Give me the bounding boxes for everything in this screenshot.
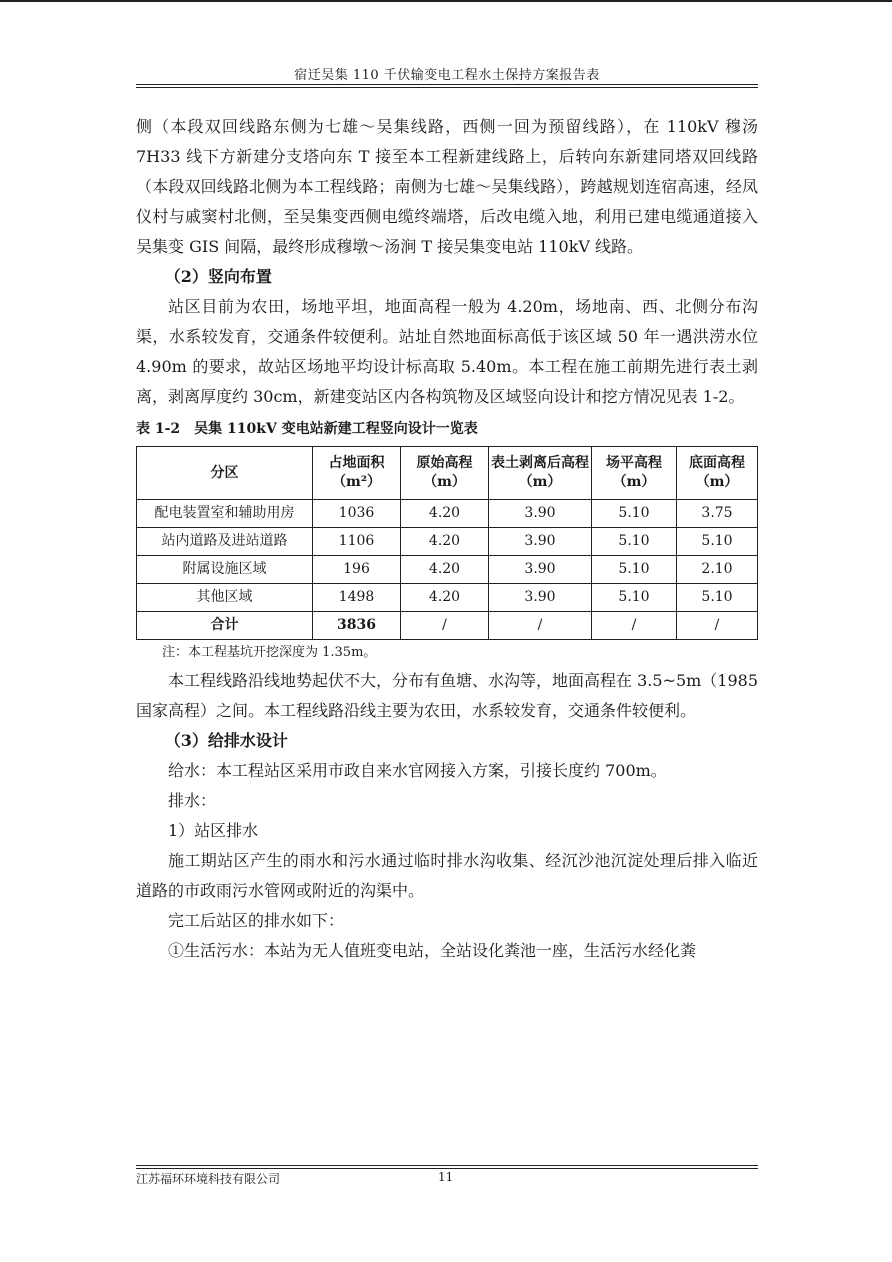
document-body bbox=[136, 112, 758, 966]
column-header: 原始高程（m） bbox=[401, 447, 489, 500]
paragraph-site-drainage: 1）站区排水 bbox=[168, 821, 259, 840]
table-cell: / bbox=[592, 612, 677, 640]
section-heading-water: （3）给排水设计 bbox=[164, 731, 288, 750]
paragraph-construction-drainage: 施工期站区产生的雨水和污水通过临时排水沟收集、经沉沙池沉淀处理后排入临近道路的市政雨污水管网或附近的沟渠中。 bbox=[136, 851, 758, 900]
table-cell: / bbox=[489, 612, 592, 640]
paragraph-domestic-sewage: ①生活污水：本站为无人值班变电站，全站设化粪池一座，生活污水经化粪 bbox=[168, 941, 697, 960]
paragraph-site: 站区目前为农田，场地平坦，地面高程一般为 4.20m，场地南、西、北侧分布沟渠，水系较发育，交通条件较便利。站址自然地面标高低于该区域 50 年一遇洪涝水位 4.90m 的要求，故站区场地平均设计标高取 5.40m。本工程在施工前期先进行表土剥离，剥离厚度约 30cm，新建变站区内各构筑物及区域竖向设计和挖方情况见表 1-2。 bbox=[136, 297, 758, 406]
column-header: 表土剥离后高程（m） bbox=[489, 447, 592, 500]
column-header: 分区 bbox=[137, 447, 313, 500]
table-cell: 3.90 bbox=[489, 556, 592, 584]
table-cell: 4.20 bbox=[401, 500, 489, 528]
column-header: 场平高程（m） bbox=[592, 447, 677, 500]
table-cell: 5.10 bbox=[592, 584, 677, 612]
page-header: 宿迁吴集 110 千伏输变电工程水土保持方案报告表 bbox=[294, 68, 600, 83]
table-cell: 5.10 bbox=[592, 556, 677, 584]
footer-company: 江苏福环环境科技有限公司 bbox=[136, 1172, 281, 1186]
section-heading-vertical-layout: （2）竖向布置 bbox=[164, 267, 272, 286]
column-header: 底面高程（m） bbox=[677, 447, 758, 500]
table-caption: 表 1-2 吴集 110kV 变电站新建工程竖向设计一览表 bbox=[136, 421, 478, 437]
table-cell: 3836 bbox=[313, 612, 401, 640]
table-cell: 5.10 bbox=[677, 584, 758, 612]
table-cell: 3.75 bbox=[677, 500, 758, 528]
paragraph-drainage-label: 排水： bbox=[168, 791, 217, 810]
table-cell: 合计 bbox=[137, 612, 313, 640]
table-cell: 5.10 bbox=[677, 528, 758, 556]
footer-rule bbox=[136, 1165, 758, 1169]
table-cell: 5.10 bbox=[592, 500, 677, 528]
table-cell: / bbox=[401, 612, 489, 640]
paragraph-post-construction: 完工后站区的排水如下： bbox=[168, 911, 345, 930]
table-cell: 1036 bbox=[313, 500, 401, 528]
table-row bbox=[137, 584, 758, 612]
paragraph-line-terrain: 本工程线路沿线地势起伏不大，分布有鱼塘、水沟等，地面高程在 3.5~5m（1985 国家高程）之间。本工程线路沿线主要为农田，水系较发育，交通条件较便利。 bbox=[136, 671, 759, 720]
top-border bbox=[0, 0, 892, 2]
table-cell: 站内道路及进站道路 bbox=[137, 528, 313, 556]
table-cell: 2.10 bbox=[677, 556, 758, 584]
table-cell: 5.10 bbox=[592, 528, 677, 556]
table-cell: / bbox=[677, 612, 758, 640]
table-cell: 其他区域 bbox=[137, 584, 313, 612]
table-cell: 196 bbox=[313, 556, 401, 584]
table-row bbox=[137, 556, 758, 584]
table-cell: 附属设施区域 bbox=[137, 556, 313, 584]
table-total-row bbox=[137, 612, 758, 640]
table-cell: 4.20 bbox=[401, 556, 489, 584]
table-cell: 3.90 bbox=[489, 584, 592, 612]
table-note: 注：本工程基坑开挖深度为 1.35m。 bbox=[162, 645, 377, 660]
table-cell: 4.20 bbox=[401, 528, 489, 556]
table-cell: 4.20 bbox=[401, 584, 489, 612]
header-rule bbox=[136, 84, 758, 88]
vertical-design-table bbox=[136, 446, 758, 640]
table-cell: 3.90 bbox=[489, 528, 592, 556]
table-header-row bbox=[137, 447, 758, 500]
paragraph-route: 侧（本段双回线路东侧为七雄～吴集线路，西侧一回为预留线路），在 110kV 穆汤 7H33 线下方新建分支塔向东 T 接至本工程新建线路上，后转向东新建同塔双回线路（本段双回线路北侧为本工程线路；南侧为七雄～吴集线路），跨越规划连宿高速，经凤仪村与戚窦村北侧，至吴集变西侧电缆终端塔，后改电缆入地，利用已建电缆通道接入吴集变 GIS 间隔，最终形成穆墩～汤涧 T 接吴集变电站 110kV 线路。 bbox=[136, 117, 758, 256]
table-cell: 配电装置室和辅助用房 bbox=[137, 500, 313, 528]
column-header: 占地面积（m²） bbox=[313, 447, 401, 500]
page-number: 11 bbox=[438, 1170, 454, 1184]
table-row bbox=[137, 500, 758, 528]
table-cell: 1498 bbox=[313, 584, 401, 612]
table-cell: 1106 bbox=[313, 528, 401, 556]
paragraph-water-supply: 给水：本工程站区采用市政自来水官网接入方案，引接长度约 700m。 bbox=[168, 761, 667, 780]
table-cell: 3.90 bbox=[489, 500, 592, 528]
table-row bbox=[137, 528, 758, 556]
